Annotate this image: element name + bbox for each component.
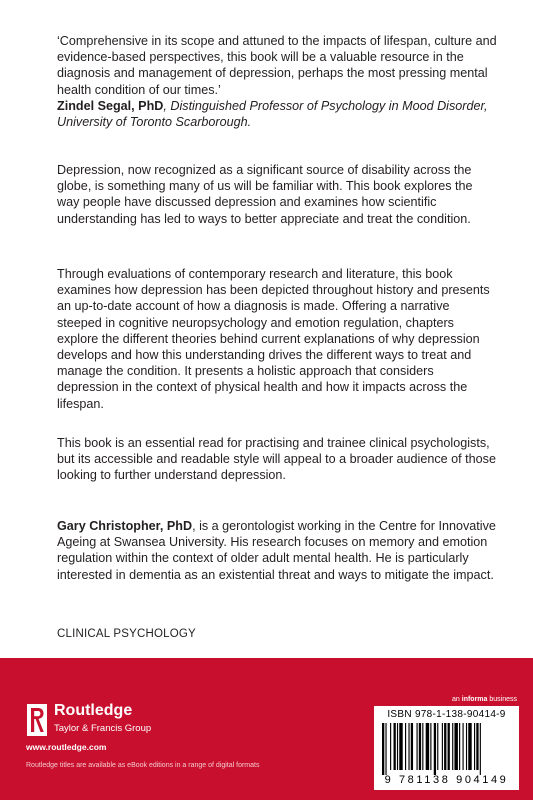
barcode-digits: 9 781138 904149 — [384, 774, 509, 786]
ean-barcode-icon — [380, 723, 513, 775]
quote-author: Zindel Segal, PhD — [57, 98, 164, 113]
quote-text: ‘Comprehensive in its scope and attuned to the impacts of lifespan, culture and evidence-based perspectives, this book will be a valuable resource in the diagnosis and management of depression, perhaps the most pressing mental health condition of our times.’ — [57, 34, 497, 97]
routledge-r-logo-icon — [26, 703, 48, 737]
description-paragraph-2: Through evaluations of contemporary research and literature, this book examines how depression has been depicted throughout history and presents an up-to-date account of how a diagnosis is made. Offering a narrative steeped in cognitive neuropsychology and emotion regulation, chapters explore the different theories behind current explanations of why depression develops and how this understanding drives the different ways to treat and manage the condition. It presents a holistic approach that considers depression in the context of physical health and how it impacts across the lifespan. — [57, 267, 490, 411]
informa-name: informa — [461, 696, 488, 703]
isbn-label: ISBN 978-1-138-90414-9 — [387, 709, 506, 720]
publisher-website: www.routledge.com — [26, 742, 107, 752]
author-bio — [57, 518, 497, 583]
description-paragraph-1: Depression, now recognized as a significant source of disability across the globe, is something many of us will be familiar with. This book explores the way people have discussed depression and examines how scientific understanding has led to ways to better appreciate and treat the condition. — [57, 163, 473, 226]
publisher-group: Taylor & Francis Group — [54, 723, 152, 734]
subject-category: CLINICAL PSYCHOLOGY — [57, 628, 196, 640]
ebook-note: Routledge titles are available as eBook editions in a range of digital formats — [26, 762, 260, 769]
quote-affiliation: , Distinguished Professor of Psychology in Mood Disorder, University of Toronto Scarborough. — [57, 98, 488, 130]
author-bio-text: , is a gerontologist working in the Centre for Innovative Ageing at Swansea University. His research focuses on memory and emotion regulation within the context of older adult mental health. He is particularly interested in dementia as an existential threat and ways to mitigate the impact. — [57, 519, 496, 582]
informa-business-tag — [452, 696, 517, 703]
informa-suffix: business — [487, 696, 517, 703]
author-name: Gary Christopher, PhD — [57, 519, 193, 533]
endorsement-quote — [57, 33, 497, 130]
informa-prefix: an — [452, 696, 462, 703]
barcode-box — [374, 706, 519, 790]
publisher-name: Routledge — [54, 702, 133, 719]
description-paragraph-3: This book is an essential read for practising and trainee clinical psychologists, but its accessible and readable style will appeal to a broader audience of those looking to further understand depression. — [57, 436, 496, 483]
